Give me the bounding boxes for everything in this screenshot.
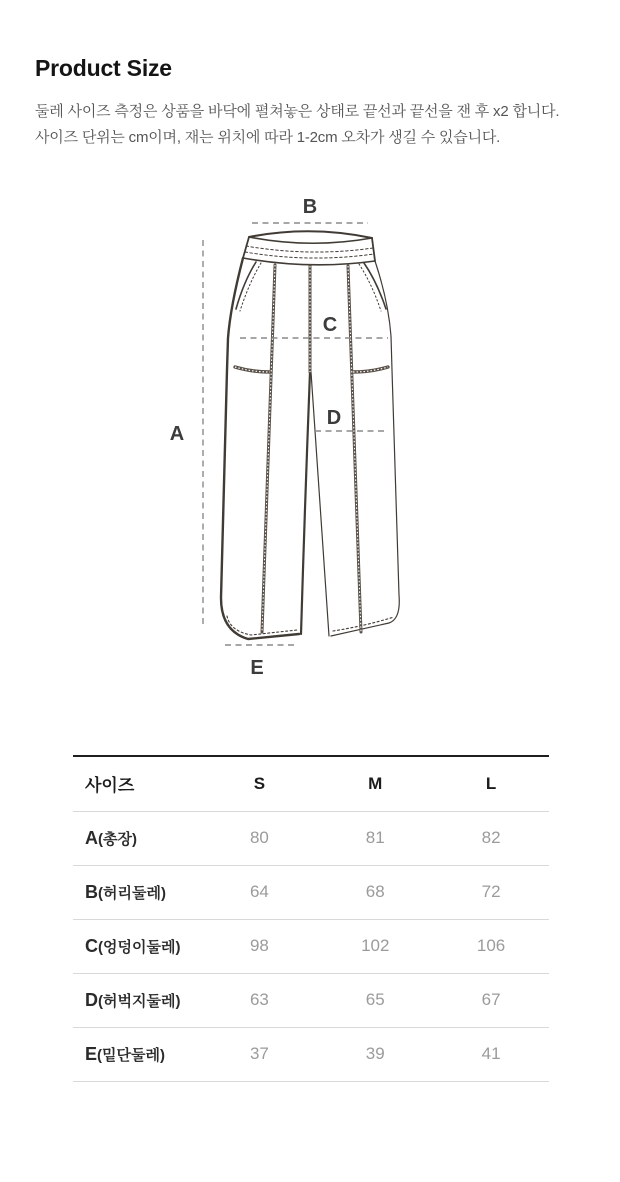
row-label: C(엉덩이둘레): [85, 935, 181, 956]
cell-value: 81: [365, 828, 385, 847]
table-row-total-length: [73, 811, 549, 865]
cell-value: 39: [365, 1044, 385, 1063]
size-table: [73, 755, 549, 1082]
label-hem-E: E: [250, 657, 264, 679]
cell-value: 80: [249, 828, 269, 847]
table-row-waist: [73, 865, 549, 919]
column-header-l: L: [485, 773, 497, 793]
cell-value: 102: [361, 936, 390, 955]
label-waist-B: B: [302, 196, 318, 218]
pants-measurement-diagram: [0, 190, 620, 700]
column-header-s: S: [253, 773, 266, 793]
cell-value: 65: [365, 990, 385, 1009]
table-row-thigh: [73, 973, 549, 1027]
cell-value: 68: [365, 882, 385, 901]
description-line-1: 둘레 사이즈 측정은 상품을 바닥에 펼쳐놓은 상태로 끝선과 끝선을 잰 후 x2 합니다.: [35, 103, 560, 120]
cell-value: 72: [481, 882, 501, 901]
cell-value: 37: [249, 1044, 269, 1063]
size-guide-description: [35, 99, 605, 151]
cell-value: 106: [476, 936, 506, 955]
row-label: E(밑단둘레): [85, 1043, 165, 1064]
column-header-size: 사이즈: [85, 776, 135, 796]
row-label: A(총장): [85, 827, 137, 848]
page-title: Product Size: [35, 55, 172, 81]
label-hip-C: C: [322, 314, 338, 336]
size-table-header-row: [73, 756, 549, 811]
cell-value: 82: [481, 828, 501, 847]
pants-line-drawing: [0, 190, 620, 700]
cell-value: 67: [481, 990, 501, 1009]
row-label: B(허리둘레): [85, 881, 166, 902]
column-header-m: M: [368, 773, 383, 793]
table-row-hem: [73, 1027, 549, 1081]
label-thigh-D: D: [326, 407, 342, 429]
cell-value: 98: [249, 936, 269, 955]
row-label: D(허벅지둘레): [85, 989, 181, 1010]
cell-value: 64: [249, 882, 269, 901]
cell-value: 41: [481, 1044, 501, 1063]
label-total-length-A: A: [169, 423, 185, 445]
table-row-hip: [73, 919, 549, 973]
cell-value: 63: [249, 990, 269, 1009]
description-line-2: 사이즈 단위는 cm이며, 재는 위치에 따라 1-2cm 오차가 생길 수 있습니다.: [35, 129, 501, 146]
